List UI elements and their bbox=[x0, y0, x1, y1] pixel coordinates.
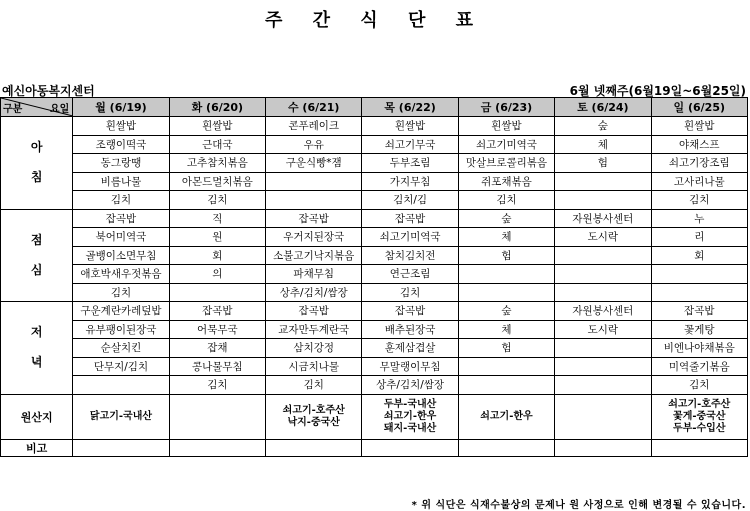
meal-row bbox=[1, 320, 748, 339]
menu-item: 쇠고기미역국 bbox=[362, 228, 458, 247]
menu-item: 무말랭이무침 bbox=[362, 357, 458, 376]
origin-cell: 쇠고기-호주산 낙지-중국산 bbox=[266, 394, 362, 439]
menu-item: 우거지된장국 bbox=[266, 228, 362, 247]
menu-item: 꽃게탕 bbox=[651, 320, 747, 339]
page-title: 주 간 식 단 표 bbox=[264, 10, 485, 31]
menu-item bbox=[73, 376, 169, 395]
day-header: 목 (6/22) bbox=[362, 98, 458, 117]
menu-item: 동그랑땡 bbox=[73, 154, 169, 173]
meal-label-text: 저 녁 bbox=[30, 325, 43, 370]
menu-item: 유부팽이된장국 bbox=[73, 320, 169, 339]
menu-item: 자원봉사센터 bbox=[555, 302, 651, 321]
meal-label-text: 아 침 bbox=[30, 140, 43, 185]
remark-row bbox=[1, 439, 748, 456]
menu-item: 잡곡밥 bbox=[651, 302, 747, 321]
menu-item: 도시락 bbox=[555, 320, 651, 339]
week-range: 6월 넷째주(6월19일~6월25일) bbox=[569, 84, 746, 98]
menu-item: 구운계란카레덮밥 bbox=[73, 302, 169, 321]
menu-item bbox=[458, 283, 554, 302]
menu-item: 가지무침 bbox=[362, 172, 458, 191]
menu-item: 우유 bbox=[266, 135, 362, 154]
day-header: 토 (6/24) bbox=[555, 98, 651, 117]
menu-item: 콘푸레이크 bbox=[266, 117, 362, 136]
meal-row bbox=[1, 135, 748, 154]
menu-item: 상추/김치/쌈장 bbox=[362, 376, 458, 395]
menu-item: 상추/김치/쌈장 bbox=[266, 283, 362, 302]
menu-item: 김치 bbox=[362, 283, 458, 302]
menu-item: 흰쌀밥 bbox=[362, 117, 458, 136]
menu-item: 북어미역국 bbox=[73, 228, 169, 247]
remark-cell bbox=[651, 439, 747, 456]
remark-cell bbox=[362, 439, 458, 456]
menu-item bbox=[169, 283, 265, 302]
menu-item: 단무지/김치 bbox=[73, 357, 169, 376]
menu-item: 고사리나물 bbox=[651, 172, 747, 191]
menu-item: 시금치나물 bbox=[266, 357, 362, 376]
menu-item bbox=[555, 265, 651, 284]
menu-item: 숲 bbox=[458, 209, 554, 228]
menu-item: 쇠고기무국 bbox=[362, 135, 458, 154]
menu-item: 회 bbox=[169, 246, 265, 265]
meal-row bbox=[1, 172, 748, 191]
menu-item: 자원봉사센터 bbox=[555, 209, 651, 228]
meal-table bbox=[0, 97, 748, 457]
corner-label-category: 구분 bbox=[3, 104, 23, 115]
remark-cell bbox=[555, 439, 651, 456]
day-header: 수 (6/21) bbox=[266, 98, 362, 117]
menu-item: 잡곡밥 bbox=[169, 302, 265, 321]
menu-item bbox=[651, 283, 747, 302]
menu-item bbox=[555, 172, 651, 191]
menu-item: 잡곡밥 bbox=[266, 302, 362, 321]
menu-item: 순살치킨 bbox=[73, 339, 169, 358]
organization-name: 예신아동복지센터 bbox=[2, 84, 95, 98]
menu-item: 리 bbox=[651, 228, 747, 247]
menu-item: 삼치강정 bbox=[266, 339, 362, 358]
meal-row bbox=[1, 191, 748, 210]
menu-item: 누 bbox=[651, 209, 747, 228]
origin-label: 원산지 bbox=[1, 394, 73, 439]
meal-row bbox=[1, 283, 748, 302]
footnote: * 위 식단은 식재수불상의 문제나 원 사정으로 인해 변경될 수 있습니다. bbox=[411, 500, 746, 511]
menu-item bbox=[555, 376, 651, 395]
menu-item: 콩나물무침 bbox=[169, 357, 265, 376]
menu-item: 소불고기낙지볶음 bbox=[266, 246, 362, 265]
menu-item bbox=[555, 339, 651, 358]
menu-item: 의 bbox=[169, 265, 265, 284]
menu-item: 김치 bbox=[651, 376, 747, 395]
menu-item: 흰쌀밥 bbox=[651, 117, 747, 136]
header-row bbox=[1, 98, 748, 117]
day-header: 금 (6/23) bbox=[458, 98, 554, 117]
remark-label: 비고 bbox=[1, 439, 73, 456]
menu-item bbox=[555, 283, 651, 302]
menu-item: 체 bbox=[555, 135, 651, 154]
corner-cell bbox=[1, 98, 73, 117]
remark-cell bbox=[266, 439, 362, 456]
menu-item: 고추참치볶음 bbox=[169, 154, 265, 173]
menu-item: 숲 bbox=[458, 302, 554, 321]
menu-item: 쇠고기미역국 bbox=[458, 135, 554, 154]
menu-item: 어묵무국 bbox=[169, 320, 265, 339]
menu-item: 김치 bbox=[73, 283, 169, 302]
day-header: 화 (6/20) bbox=[169, 98, 265, 117]
meal-row bbox=[1, 154, 748, 173]
menu-item bbox=[458, 376, 554, 395]
origin-cell: 두부-국내산 쇠고기-한우 돼지-국내산 bbox=[362, 394, 458, 439]
menu-item bbox=[555, 246, 651, 265]
meal-row bbox=[1, 228, 748, 247]
origin-cell: 쇠고기-호주산 꽃게-중국산 두부-수입산 bbox=[651, 394, 747, 439]
menu-item: 아몬드멸치볶음 bbox=[169, 172, 265, 191]
menu-item bbox=[266, 172, 362, 191]
meal-row bbox=[1, 357, 748, 376]
meal-row bbox=[1, 117, 748, 136]
origin-cell: 닭고기-국내산 bbox=[73, 394, 169, 439]
menu-item bbox=[458, 265, 554, 284]
meal-row bbox=[1, 302, 748, 321]
menu-item: 도시락 bbox=[555, 228, 651, 247]
menu-item: 비엔나야채볶음 bbox=[651, 339, 747, 358]
meal-label bbox=[1, 117, 73, 210]
menu-item: 험 bbox=[458, 339, 554, 358]
meal-row bbox=[1, 265, 748, 284]
menu-item: 근대국 bbox=[169, 135, 265, 154]
menu-item: 쥐포채볶음 bbox=[458, 172, 554, 191]
remark-cell bbox=[169, 439, 265, 456]
meal-row bbox=[1, 376, 748, 395]
menu-item: 맛살브로콜리볶음 bbox=[458, 154, 554, 173]
menu-item: 쇠고기장조림 bbox=[651, 154, 747, 173]
menu-item: 참치김치전 bbox=[362, 246, 458, 265]
menu-item: 연근조림 bbox=[362, 265, 458, 284]
menu-item: 배추된장국 bbox=[362, 320, 458, 339]
origin-cell bbox=[169, 394, 265, 439]
origin-cell bbox=[555, 394, 651, 439]
menu-item: 김치 bbox=[169, 376, 265, 395]
meal-row bbox=[1, 209, 748, 228]
meal-row bbox=[1, 339, 748, 358]
menu-item: 잡곡밥 bbox=[266, 209, 362, 228]
menu-item: 김치 bbox=[651, 191, 747, 210]
menu-item: 잡곡밥 bbox=[362, 209, 458, 228]
origin-cell: 쇠고기-한우 bbox=[458, 394, 554, 439]
menu-item: 김치 bbox=[73, 191, 169, 210]
menu-item: 김치 bbox=[458, 191, 554, 210]
menu-item: 애호박새우젓볶음 bbox=[73, 265, 169, 284]
menu-item: 흰쌀밥 bbox=[169, 117, 265, 136]
remark-cell bbox=[458, 439, 554, 456]
menu-item: 잡곡밥 bbox=[73, 209, 169, 228]
meal-label bbox=[1, 209, 73, 302]
menu-item: 험 bbox=[555, 154, 651, 173]
menu-item: 흰쌀밥 bbox=[73, 117, 169, 136]
menu-item: 체 bbox=[458, 228, 554, 247]
menu-item: 골뱅이소면무침 bbox=[73, 246, 169, 265]
menu-item: 미역줄기볶음 bbox=[651, 357, 747, 376]
menu-item: 파채무침 bbox=[266, 265, 362, 284]
day-header: 월 (6/19) bbox=[73, 98, 169, 117]
day-header: 일 (6/25) bbox=[651, 98, 747, 117]
menu-item bbox=[651, 265, 747, 284]
menu-item: 교자만두계란국 bbox=[266, 320, 362, 339]
meal-label bbox=[1, 302, 73, 395]
menu-item bbox=[458, 357, 554, 376]
menu-item: 숲 bbox=[555, 117, 651, 136]
menu-item: 비름나물 bbox=[73, 172, 169, 191]
menu-item: 훈제삼겹살 bbox=[362, 339, 458, 358]
menu-item: 구운식빵*잼 bbox=[266, 154, 362, 173]
menu-item: 직 bbox=[169, 209, 265, 228]
menu-item: 원 bbox=[169, 228, 265, 247]
menu-item: 김치 bbox=[169, 191, 265, 210]
menu-item bbox=[266, 191, 362, 210]
menu-item: 체 bbox=[458, 320, 554, 339]
menu-item: 흰쌀밥 bbox=[458, 117, 554, 136]
menu-item: 조랭이떡국 bbox=[73, 135, 169, 154]
remark-cell bbox=[73, 439, 169, 456]
menu-item: 두부조림 bbox=[362, 154, 458, 173]
meal-row bbox=[1, 246, 748, 265]
menu-item: 잡곡밥 bbox=[362, 302, 458, 321]
menu-item: 험 bbox=[458, 246, 554, 265]
menu-item: 야채스프 bbox=[651, 135, 747, 154]
menu-item: 김치/김 bbox=[362, 191, 458, 210]
origin-row bbox=[1, 394, 748, 439]
menu-item bbox=[555, 357, 651, 376]
menu-item: 잡채 bbox=[169, 339, 265, 358]
menu-item: 회 bbox=[651, 246, 747, 265]
menu-item bbox=[555, 191, 651, 210]
corner-label-day: 요일 bbox=[49, 104, 70, 115]
meal-label-text: 점 심 bbox=[30, 232, 43, 277]
menu-item: 김치 bbox=[266, 376, 362, 395]
